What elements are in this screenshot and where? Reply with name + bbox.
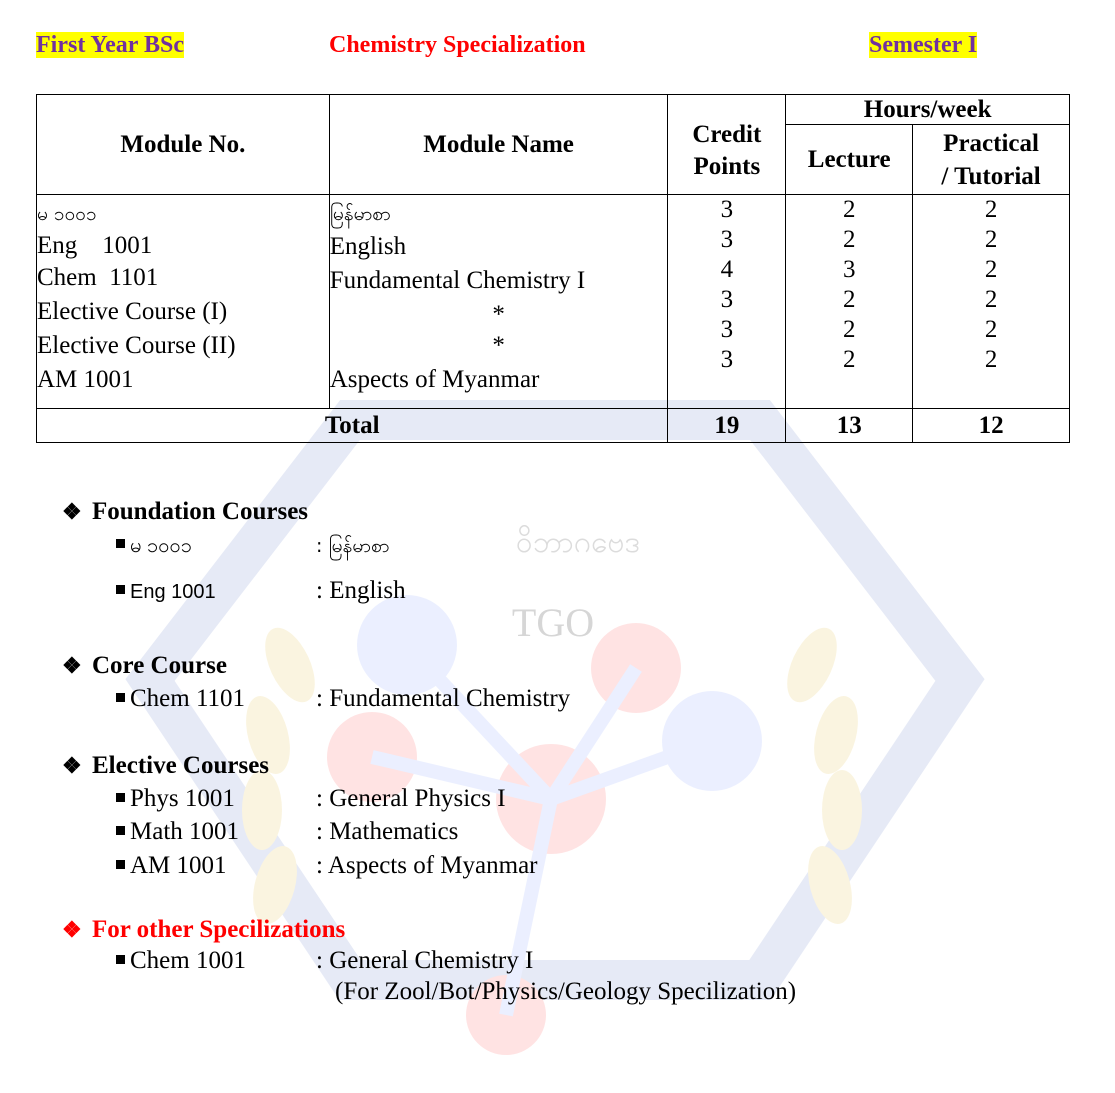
semester-label: Semester I <box>869 32 978 58</box>
course-desc: : မြန်မာစာ <box>316 535 390 557</box>
list-item <box>116 851 537 881</box>
course-desc: : Fundamental Chemistry <box>316 685 571 712</box>
course-desc: : English <box>316 577 406 604</box>
credit-column <box>668 195 786 409</box>
practical-cell: 2 <box>984 286 998 313</box>
practical-cell: 2 <box>984 226 998 253</box>
list-item <box>116 817 458 847</box>
course-code: Phys 1001 <box>130 785 235 812</box>
credit-cell: 3 <box>720 196 734 223</box>
diamond-bullet-icon: ❖ <box>62 753 82 778</box>
credit-cell: 3 <box>720 346 734 373</box>
total-lecture: 13 <box>786 409 913 443</box>
practical-cell: 2 <box>984 256 998 283</box>
course-desc: : Aspects of Myanmar <box>316 852 538 879</box>
module-name-cell: * <box>492 332 505 359</box>
lecture-cell: 3 <box>842 256 856 283</box>
list-item <box>116 684 570 714</box>
module-name-cell: Aspects of Myanmar <box>329 366 540 393</box>
module-table <box>36 94 1070 443</box>
header-lecture: Lecture <box>786 125 913 195</box>
header-credit-line: Credit <box>692 120 762 148</box>
course-code: Math 1001 <box>130 818 240 845</box>
list-item <box>116 530 390 561</box>
lecture-cell: 2 <box>842 226 856 253</box>
module-name-cell: Fundamental Chemistry I <box>329 267 586 294</box>
specialization-note: (For Zool/Bot/Physics/Geology Specilization) <box>335 978 797 1005</box>
header-module-name: Module Name <box>329 95 668 195</box>
total-label: Total <box>37 409 668 443</box>
lecture-cell: 2 <box>842 346 856 373</box>
list-item <box>116 946 533 976</box>
course-code: Eng 1001 <box>130 581 216 603</box>
course-code: AM 1001 <box>130 852 227 879</box>
module-no-cell: Eng 1001 <box>37 232 153 259</box>
module-no-column <box>37 195 330 409</box>
header-hours-week: Hours/week <box>786 95 1070 125</box>
header-module-no: Module No. <box>37 95 330 195</box>
square-bullet-icon <box>116 860 125 869</box>
section-core-title: ❖ Core Course <box>62 652 227 679</box>
credit-cell: 4 <box>720 256 734 283</box>
credit-cell: 3 <box>720 286 734 313</box>
diamond-bullet-icon: ❖ <box>62 917 82 942</box>
watermark-script-text: ဝိဘာဂဗေဒ <box>515 525 641 560</box>
list-item <box>116 784 506 814</box>
course-code: Chem 1101 <box>130 685 246 712</box>
credit-cell: 3 <box>720 226 734 253</box>
practical-cell: 2 <box>984 346 998 373</box>
header-credit-line: Points <box>693 152 761 180</box>
module-no-cell: မ ၁၀၀၁ <box>37 203 97 225</box>
practical-cell: 2 <box>984 316 998 343</box>
course-code: Chem 1001 <box>130 947 246 974</box>
practical-cell: 2 <box>984 196 998 223</box>
total-credit: 19 <box>668 409 786 443</box>
lecture-column <box>786 195 913 409</box>
module-name-cell: * <box>492 301 505 328</box>
square-bullet-icon <box>116 585 125 594</box>
course-code: မ ၁၀၀၁ <box>130 535 192 557</box>
module-name-cell: မြန်မာစာ <box>329 203 391 225</box>
module-no-cell: Elective Course (II) <box>37 332 236 359</box>
module-name-column <box>329 195 668 409</box>
header-credit-points <box>668 95 786 195</box>
list-item <box>116 576 406 607</box>
course-desc: : General Physics I <box>316 785 506 812</box>
course-desc: : Mathematics <box>316 818 459 845</box>
year-label: First Year BSc <box>36 32 184 58</box>
section-other-title: ❖ For other Specilizations <box>62 916 346 943</box>
watermark-text: TGO <box>511 600 595 645</box>
header-practical: Practical / Tutorial <box>913 125 1070 195</box>
course-desc: : General Chemistry I <box>316 947 534 974</box>
module-no-cell: AM 1001 <box>37 366 134 393</box>
lecture-cell: 2 <box>842 316 856 343</box>
diamond-bullet-icon: ❖ <box>62 653 82 678</box>
section-foundation-title: ❖ Foundation Courses <box>62 498 309 525</box>
module-no-cell: Elective Course (I) <box>37 298 228 325</box>
specialization-label: Chemistry Specialization <box>329 32 586 58</box>
section-elective-title: ❖ Elective Courses <box>62 752 270 779</box>
lecture-cell: 2 <box>842 196 856 223</box>
module-no-cell: Chem 1101 <box>37 264 159 291</box>
practical-column <box>913 195 1070 409</box>
credit-cell: 3 <box>720 316 734 343</box>
square-bullet-icon <box>116 693 125 702</box>
square-bullet-icon <box>116 793 125 802</box>
square-bullet-icon <box>116 955 125 964</box>
square-bullet-icon <box>116 539 125 548</box>
module-name-cell: English <box>329 233 407 260</box>
square-bullet-icon <box>116 826 125 835</box>
diamond-bullet-icon: ❖ <box>62 499 82 524</box>
lecture-cell: 2 <box>842 286 856 313</box>
total-practical: 12 <box>913 409 1070 443</box>
